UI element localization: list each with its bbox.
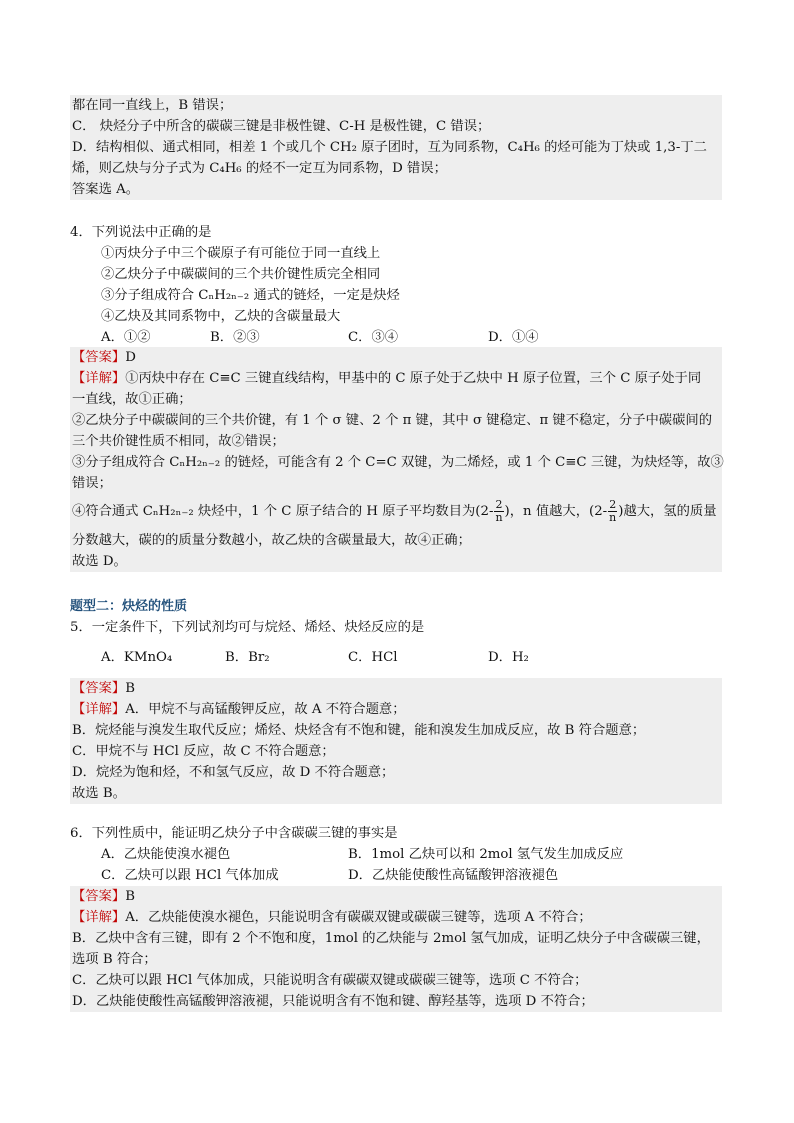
fraction — [608, 499, 617, 524]
option-c: C．③④ — [348, 330, 399, 345]
detail-text: A．甲烷不与高锰酸钾反应，故 A 不符合题意； — [125, 702, 406, 717]
detail-line: 选项 B 符合； — [72, 952, 157, 967]
option-a: A．乙炔能使溴水褪色 — [101, 847, 231, 862]
statement-item: ④乙炔及其同系物中，乙炔的含碳量最大 — [101, 309, 341, 324]
options-row — [70, 844, 722, 865]
fraction — [494, 499, 503, 524]
detail-label: 【详解】 — [72, 371, 126, 386]
detail-line — [72, 907, 720, 928]
detail-line — [72, 699, 720, 720]
option-c: C．HCl — [348, 650, 398, 665]
answer-label: 【答案】 — [72, 350, 126, 365]
detail-line-fraction — [72, 494, 720, 530]
options-row — [70, 865, 722, 886]
detail-line: D．烷烃为饱和烃，不和氢气反应，故 D 不符合题意； — [72, 765, 395, 780]
detail-line: 故选 B。 — [72, 786, 126, 801]
option-b: B．1mol 乙炔可以和 2mol 氢气发生加成反应 — [348, 847, 624, 862]
detail-text: )越大，氢的质量 — [618, 504, 717, 519]
q6-solution-block — [70, 886, 722, 1012]
detail-line: ③分子组成符合 CₙH₂ₙ₋₂ 的链烃，可能含有 2 个 C=C 双键，为二烯烃，或 1 个 C≡C 三键，为炔烃等，故③ — [72, 455, 724, 470]
detail-line: ②乙炔分子中碳碳间的三个共价键，有 1 个 σ 键、2 个 π 键，其中 σ 键稳定、π 键不稳定，分子中碳碳间的 — [72, 413, 712, 428]
option-a: A．①② — [101, 330, 151, 345]
detail-line: B．烷烃能与溴发生取代反应；烯烃、炔烃含有不饱和键，能和溴发生加成反应，故 B 符合题意； — [72, 723, 646, 738]
question-stem: 5．一定条件下，下列试剂均可与烷烃、烯烃、炔烃反应的是 — [70, 620, 425, 635]
answer-continuation-block — [70, 95, 722, 200]
option-d: D．①④ — [488, 330, 539, 345]
detail-label: 【详解】 — [72, 910, 126, 925]
text-line: 烯，则乙炔与分子式为 C₄H₆ 的烃不一定互为同系物，D 错误； — [72, 161, 447, 176]
options-row — [70, 327, 722, 348]
answer-line — [72, 678, 720, 699]
statement-item: ③分子组成符合 CₙH₂ₙ₋₂ 通式的链烃，一定是炔烃 — [101, 288, 400, 303]
statement-item: ②乙炔分子中碳碳间的三个共价键性质完全相同 — [101, 267, 381, 282]
fraction-numerator: 2 — [495, 498, 503, 511]
detail-text: ①丙炔中存在 C≡C 三键直线结构，甲基中的 C 原子处于乙炔中 H 原子位置，三个 C 原子处于同 — [125, 371, 702, 386]
options-row — [70, 647, 722, 668]
answer-line — [72, 886, 720, 907]
text-line: C． 炔烃分子中所含的碳碳三键是非极性键、C-H 是极性键，C 错误； — [72, 119, 491, 134]
question-stem: 4．下列说法中正确的是 — [70, 225, 212, 240]
detail-line: 三个共价键性质不相同，故②错误； — [72, 434, 285, 449]
detail-line: D．乙炔能使酸性高锰酸钾溶液褪，只能说明含有不饱和键、醇羟基等，选项 D 不符合； — [72, 994, 594, 1009]
detail-label: 【详解】 — [72, 702, 126, 717]
text-line: D．结构相似、通式相同，相差 1 个或几个 CH₂ 原子团时，互为同系物，C₄H₆ 的烃可能为丁炔或 1,3-丁二 — [72, 140, 707, 155]
detail-line: C．乙炔可以跟 HCl 气体加成，只能说明含有碳碳双键或碳碳三键等，选项 C 不符合； — [72, 973, 588, 988]
text-line: 都在同一直线上，B 错误； — [72, 98, 233, 113]
detail-text: ④符合通式 CₙH₂ₙ₋₂ 炔烃中，1 个 C 原子结合的 H 原子平均数目为(2- — [72, 504, 494, 519]
answer-value: B — [125, 681, 135, 696]
fraction-denominator: n — [609, 511, 617, 524]
detail-line: 分数越大，碳的的质量分数越小，故乙炔的含碳量最大，故④正确； — [72, 533, 471, 548]
answer-value: D — [125, 350, 136, 365]
q4-solution-block — [70, 347, 722, 572]
fraction-numerator: 2 — [609, 498, 617, 511]
answer-value: B — [125, 889, 135, 904]
option-b: B．Br₂ — [225, 650, 270, 665]
detail-line: C．甲烷不与 HCl 反应，故 C 不符合题意； — [72, 744, 335, 759]
detail-line: 一直线，故①正确； — [72, 392, 192, 407]
option-d: D．H₂ — [488, 650, 529, 665]
answer-label: 【答案】 — [72, 889, 126, 904]
detail-text: )，n 值越大，(2- — [504, 504, 608, 519]
detail-line: B．乙炔中含有三键，即有 2 个不饱和度，1mol 的乙炔能与 2mol 氢气加成，证明乙炔分子中含碳碳三键， — [72, 931, 710, 946]
detail-line: 故选 D。 — [72, 554, 127, 569]
option-b: B．②③ — [210, 330, 260, 345]
question-6 — [70, 823, 722, 886]
fraction-denominator: n — [495, 511, 503, 524]
q5-solution-block — [70, 678, 722, 804]
option-a: A．KMnO₄ — [101, 650, 173, 665]
question-5 — [70, 617, 722, 668]
answer-line — [72, 347, 720, 368]
text-line: 答案选 A。 — [72, 182, 140, 197]
question-stem: 6．下列性质中，能证明乙炔分子中含碳碳三键的事实是 — [70, 826, 398, 841]
section-title: 题型二：炔烃的性质 — [70, 599, 188, 614]
detail-line: 错误； — [72, 476, 112, 491]
statement-item: ①丙炔分子中三个碳原子有可能位于同一直线上 — [101, 246, 381, 261]
question-4 — [70, 222, 722, 348]
answer-label: 【答案】 — [72, 681, 126, 696]
detail-text: A．乙炔能使溴水褪色，只能说明含有碳碳双键或碳碳三键等，选项 A 不符合； — [125, 910, 592, 925]
detail-line — [72, 368, 720, 389]
option-c: C．乙炔可以跟 HCl 气体加成 — [101, 868, 279, 883]
option-d: D．乙炔能使酸性高锰酸钾溶液褪色 — [348, 868, 559, 883]
